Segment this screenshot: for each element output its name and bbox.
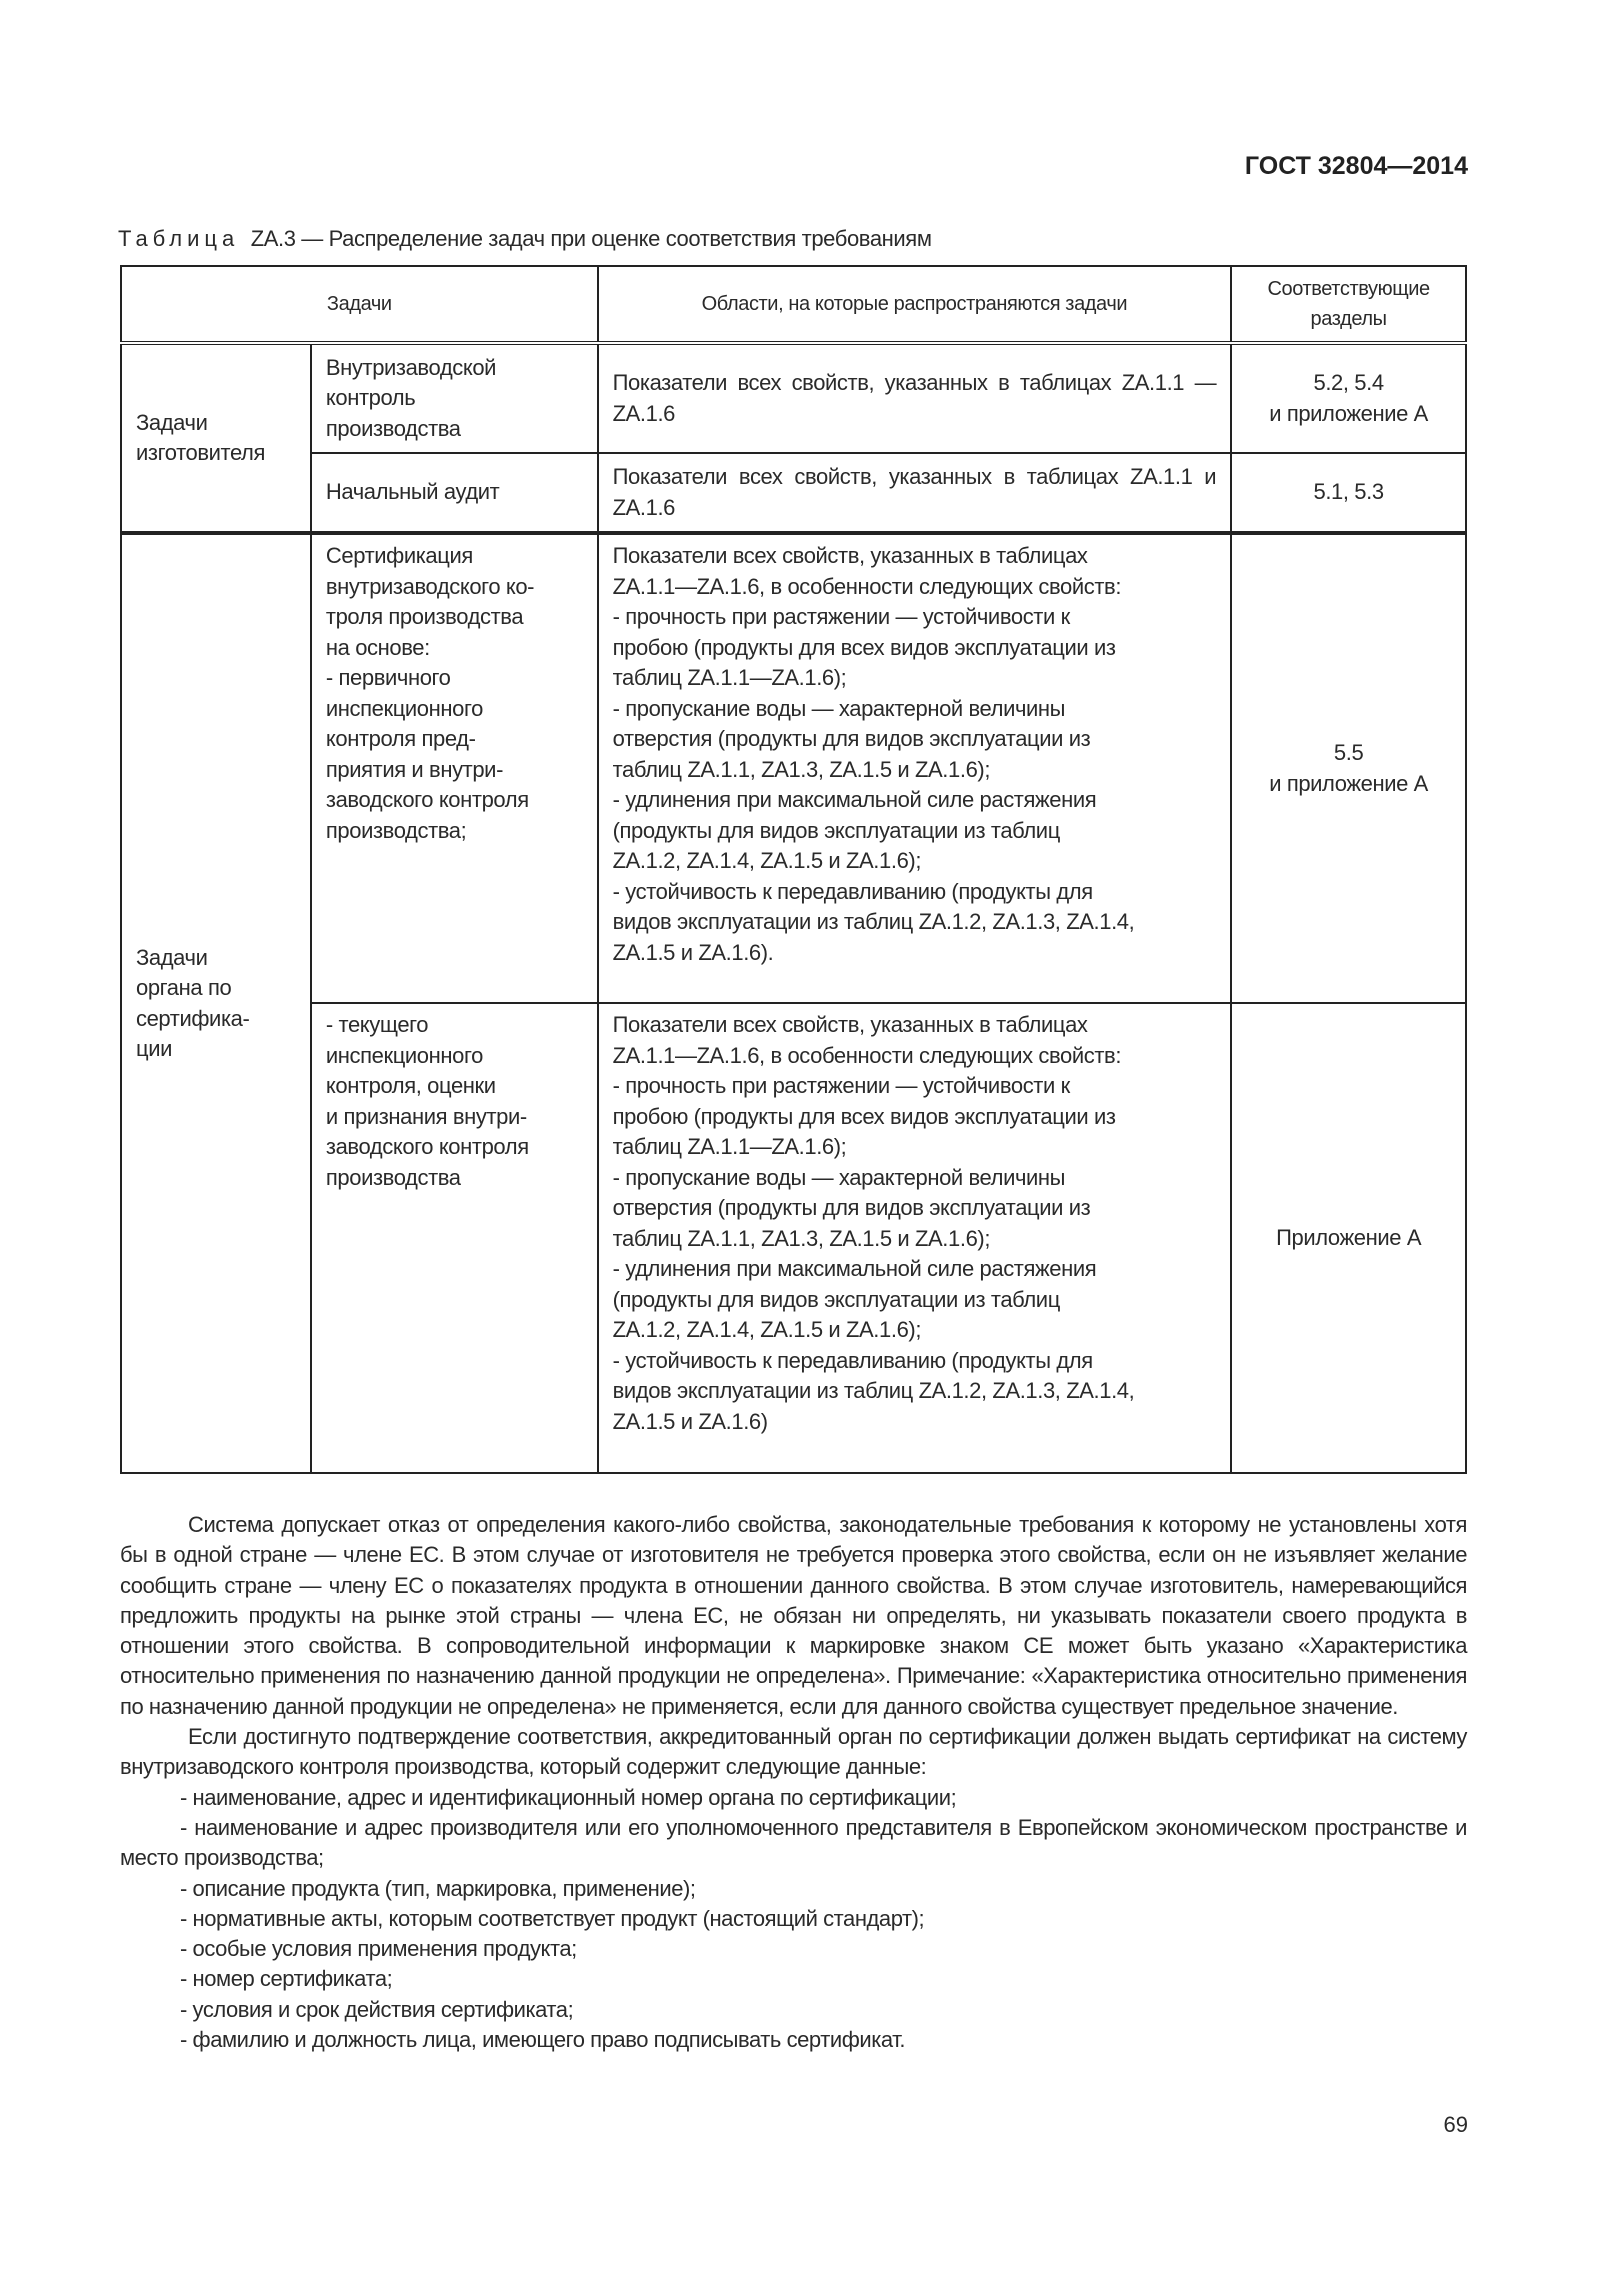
page-number: 69	[1443, 2112, 1468, 2137]
table-header-row	[121, 266, 1466, 343]
table-caption	[118, 226, 932, 252]
list-item: - номер сертификата;	[180, 1966, 393, 1992]
sections-cell: 5.1, 5.3	[1231, 453, 1466, 533]
task-cell: Внутризаводской контроль производства	[311, 343, 598, 453]
list-item: - особые условия применения продукта;	[180, 1936, 577, 1962]
list-item: - нормативные акты, которым соответствует продукт (настоящий стандарт);	[180, 1905, 925, 1931]
scope-cell: Показатели всех свойств, указанных в таблицах ZA.1.1—ZA.1.6, в особенности следующих свойств: - прочность при растяжении — устойчивости к пробою (продукты для всех видов эксплуатации из таблиц ZA.1.1—ZA.1.6); - пропускание воды — характерной величины отверстия (продукты для видов эксплуатации из таблиц ZA.1.1, ZA1.3, ZA.1.5 и ZA.1.6); - удлинения при максимальной силе растяжения (продукты для видов эксплуатации из таблиц ZA.1.2, ZA.1.4, ZA.1.5 и ZA.1.6); - устойчивость к передавливанию (продукты для видов эксплуатации из таблиц ZA.1.2, ZA.1.3, ZA.1.4, ZA.1.5 и ZA.1.6).	[598, 533, 1232, 1003]
table-row	[121, 533, 1466, 1003]
list-item: - наименование, адрес и идентификационный номер органа по сертификации;	[180, 1784, 957, 1810]
table-row	[121, 343, 1466, 453]
list-item: - условия и срок действия сертификата;	[180, 1996, 574, 2022]
list-item: - наименование и адрес производителя или его уполномоченного представителя в Европейском экономическом пространстве и место производства;	[120, 1814, 1467, 1871]
sections-cell: 5.5 и приложение А	[1231, 533, 1466, 1003]
paragraph: Если достигнуто подтверждение соответствия, аккредитованный орган по сертификации должен выдать сертификат на систему внутризаводского контроля производства, который содержит следующие данные:	[120, 1724, 1467, 1780]
header-scope: Области, на которые распространяются задачи	[598, 266, 1232, 343]
body-text	[120, 1510, 1467, 2055]
header-sections: Соответствующие разделы	[1231, 266, 1466, 343]
table-caption-text: ZA.3 — Распределение задач при оценке соответствия требованиям	[250, 226, 932, 251]
list-item: - описание продукта (тип, маркировка, применение);	[180, 1875, 696, 1901]
scope-cell: Показатели всех свойств, указанных в таблицах ZA.1.1 и ZA.1.6	[598, 453, 1232, 533]
header-tasks: Задачи	[121, 266, 598, 343]
paragraph: Система допускает отказ от определения какого-либо свойства, законодательные требования к которому не установлены хотя бы в одной стране — члене ЕС. В этом случае от изготовителя не требуется проверка этого свойства, если он не изъявляет желание сообщить стране — члену ЕС о показателях продукта в отношении данного свойства. В этом случае изготовитель, намеревающийся предложить продукты на рынке этой страны — члена ЕС, не обязан ни определять, ни указывать показатели своего продукта в отношении этого свойства. В сопроводительной информации к маркировке знаком СЕ может быть указано «Характеристика относительно применения по назначению данной продукции не определена». Примечание: «Характеристика относительно применения по назначению данной продукции не определена» не применяется, если для данного свойства существует предельное значение.	[120, 1512, 1467, 1719]
table-row	[121, 1003, 1466, 1473]
scope-cell: Показатели всех свойств, указанных в таблицах ZA.1.1 — ZA.1.6	[598, 343, 1232, 453]
table-row	[121, 453, 1466, 533]
tasks-table	[120, 265, 1467, 1474]
group-label: Задачи изготовителя	[121, 343, 311, 533]
list-item: - фамилию и должность лица, имеющего право подписывать сертификат.	[180, 2027, 906, 2053]
sections-cell: Приложение А	[1231, 1003, 1466, 1473]
task-cell: - текущего инспекционного контроля, оценки и признания внутри- заводского контроля производства	[311, 1003, 598, 1473]
group-label: Задачи органа по сертифика- ции	[121, 533, 311, 1473]
task-cell: Начальный аудит	[311, 453, 598, 533]
document-code: ГОСТ 32804—2014	[1244, 152, 1468, 180]
sections-cell: 5.2, 5.4 и приложение А	[1231, 343, 1466, 453]
scope-cell: Показатели всех свойств, указанных в таблицах ZA.1.1—ZA.1.6, в особенности следующих свойств: - прочность при растяжении — устойчивости к пробою (продукты для всех видов эксплуатации из таблиц ZA.1.1—ZA.1.6); - пропускание воды — характерной величины отверстия (продукты для видов эксплуатации из таблиц ZA.1.1, ZA1.3, ZA.1.5 и ZA.1.6); - удлинения при максимальной силе растяжения (продукты для видов эксплуатации из таблиц ZA.1.2, ZA.1.4, ZA.1.5 и ZA.1.6); - устойчивость к передавливанию (продукты для видов эксплуатации из таблиц ZA.1.2, ZA.1.3, ZA.1.4, ZA.1.5 и ZA.1.6)	[598, 1003, 1232, 1473]
table-caption-prefix: Таблица	[118, 226, 240, 251]
task-cell: Сертификация внутризаводского ко- троля производства на основе: - первичного инспекционного контроля пред- приятия и внутри- заводского контроля производства;	[311, 533, 598, 1003]
